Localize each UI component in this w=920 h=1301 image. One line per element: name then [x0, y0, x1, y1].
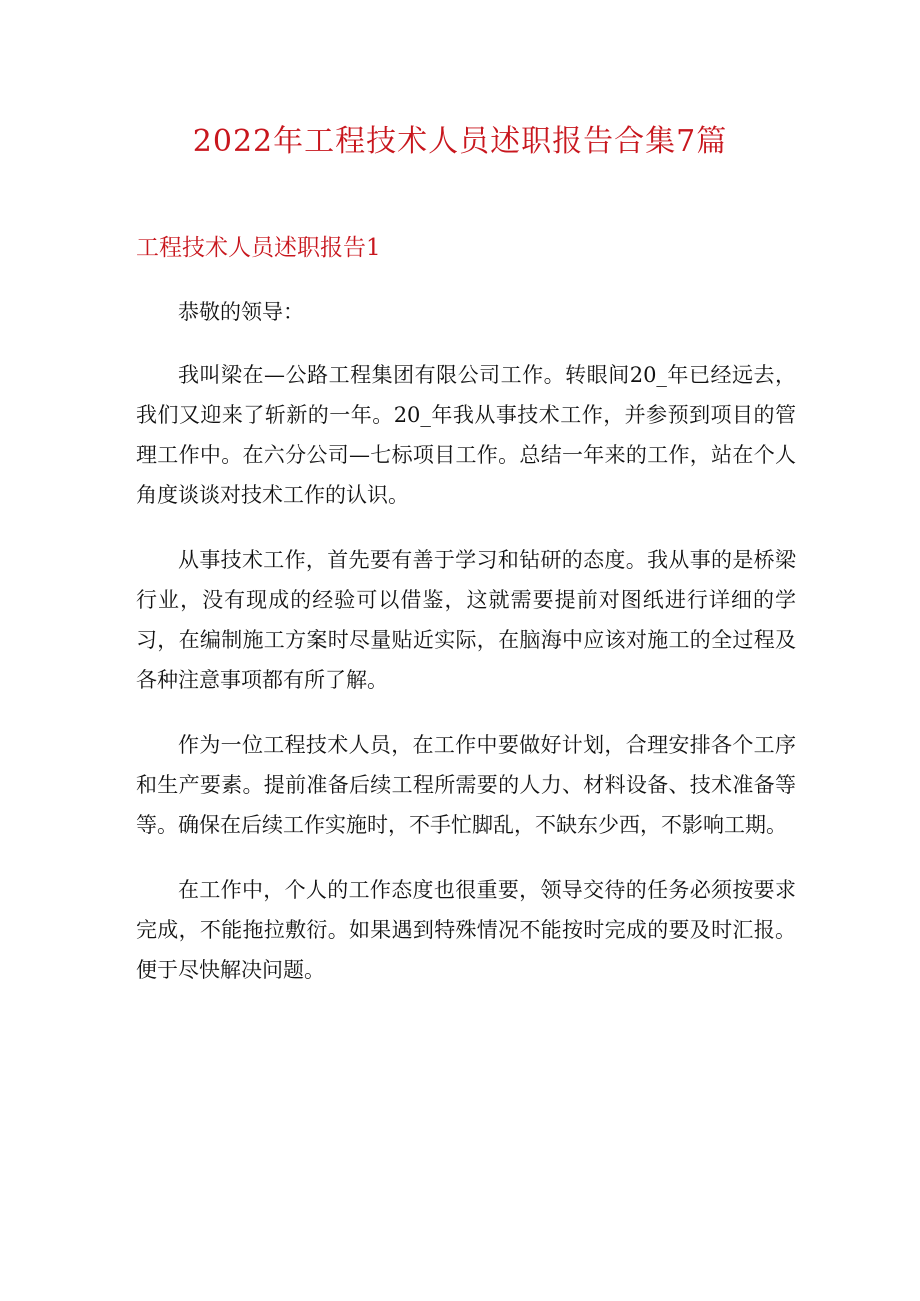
- document-title: 2022年工程技术人员述职报告合集7篇: [192, 124, 728, 159]
- document-body: [136, 292, 796, 1015]
- paragraph-4: 在工作中，个人的工作态度也很重要，领导交待的任务必须按要求完成，不能拖拉敷衍。如果遇到特殊情况不能按时完成的要及时汇报。便于尽快解决问题。: [136, 878, 796, 982]
- paragraph-2: 从事技术工作，首先要有善于学习和钻研的态度。我从事的是桥梁行业，没有现成的经验可以借鉴，这就需要提前对图纸进行详细的学习，在编制施工方案时尽量贴近实际，在脑海中应该对施工的全过程及各种注意事项都有所了解。: [136, 548, 796, 692]
- section-heading: 工程技术人员述职报告1: [136, 235, 381, 261]
- paragraph-1: 我叫梁在—公路工程集团有限公司工作。转眼间20_年已经远去，我们又迎来了斩新的一年。20_年我从事技术工作，并参预到项目的管理工作中。在六分公司—七标项目工作。总结一年来的工作，站在个人角度谈谈对技术工作的认识。: [136, 363, 796, 507]
- salutation: 恭敬的领导：: [178, 300, 304, 324]
- paragraph-3: 作为一位工程技术人员，在工作中要做好计划，合理安排各个工序和生产要素。提前准备后续工程所需要的人力、材料设备、技术准备等等。确保在后续工作实施时，不手忙脚乱，不缺东少西，不影响工期。: [136, 733, 796, 837]
